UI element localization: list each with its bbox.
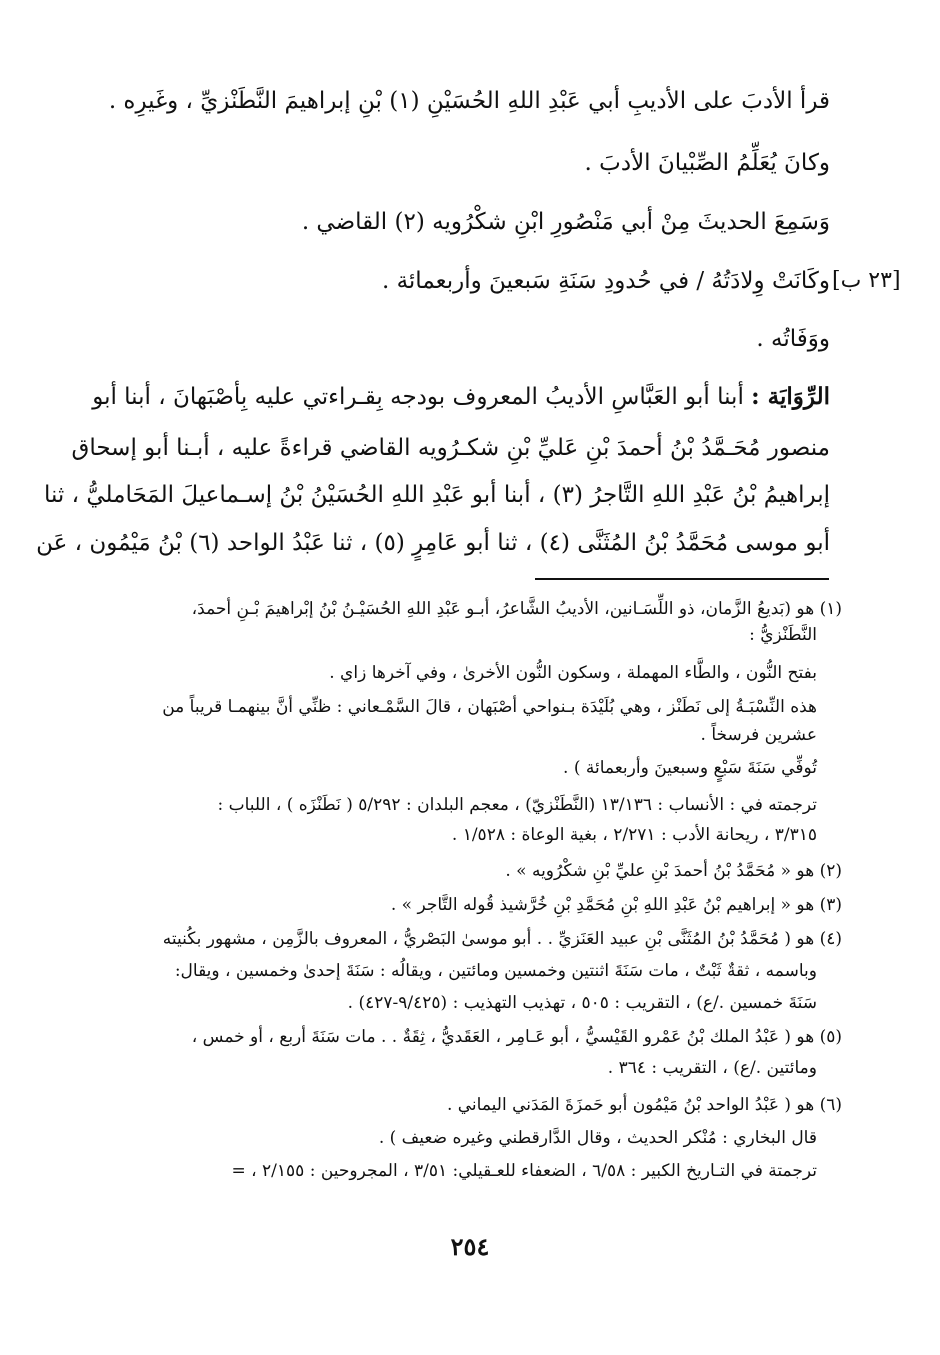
- footnote-line: قال البخاري : مُنْكر الحديث ، وقال الدَّارقطني وغيره ضعيف ) .: [378, 1128, 817, 1148]
- footnote-line: بفتح النُّون ، والطَّاء المهملة ، وسكون النُّون الأخرىٰ ، وفي آخرها زاي .: [329, 663, 817, 683]
- page-number: ٢٥٤: [450, 1232, 490, 1261]
- main-text-line: قرأ الأدبَ على الأديبِ أبي عَبْدِ اللهِ الحُسَيْنِ (١) بْنِ إبراهيمَ النَّطَنْزيِّ ، وغَيرِه .: [108, 88, 830, 114]
- footnote-line: (٢) هو « مُحَمَّدُ بْنُ أحمدَ بْنِ عليِّ بْنِ شكْرُويه » .: [505, 861, 842, 881]
- footnote-line: عشرين فرسخاً .: [700, 725, 817, 745]
- footnote-line: النَّطَنْزيُّ :: [749, 625, 817, 645]
- footnote-line: هذه النِّسْبَـةُ إلى نَطَنْز ، وهي بُلَيْدَة بـنواحي أصْبَهان ، قالَ السَّمْـعاني : ظنِّي أنَّ بينهمـا قريباً من: [162, 697, 817, 717]
- main-text-line: وكانَ يُعَلِّمُ الصِّبْيانَ الأدبَ .: [584, 150, 830, 176]
- footnote-line: ٣/٣١٥ ، ريحانة الأدب : ٢/٢٧١ ، بغية الوعاة : ١/٥٢٨ .: [451, 825, 817, 845]
- footnote-line: ومائتين ./ع) ، التقريب : ٣٦٤ .: [607, 1058, 817, 1078]
- main-text-line: وكَانَتْ وِلادَتُهُ / في حُدودِ سَنَةِ سَبعينَ وأربعمائة .: [381, 268, 830, 294]
- riwaya-label: الرِّوَايَة :: [751, 383, 830, 410]
- footnote-line: ترجمتة في التـاريخ الكبير : ٦/٥٨ ، الضعفاء للعـقيلي: ٣/٥١ ، المجروحين : ٢/١٥٥ ، =: [231, 1161, 817, 1181]
- footnote-line: (٦) هو ( عَبْدُ الواحد بْنُ مَيْمُون أبو حَمزَةَ المَدَني اليماني .: [446, 1095, 842, 1115]
- riwaya-line: منصور مُحَـمَّدُ بْنُ أحمدَ بْنِ عَليِّ بْنِ شكـرُويه القاضي قراءةً عليه ، أبـنا أبو إسحاق: [71, 435, 830, 461]
- footnote-line: (١) هو (بَديعُ الزَّمان، ذو اللِّسَـانين، الأديبُ الشَّاعرُ، أبـو عَبْدِ اللهِ الحُسَيْـنُ بْنُ إبْراهيمَ بْـنِ أحمدَ،: [191, 599, 842, 619]
- riwaya-line: أبو موسى مُحَمَّدُ بْنُ المُثَنَّى (٤) ، ثنا أبو عَامِرٍ (٥) ، ثنا عَبْدُ الواحد (٦) بْنُ مَيْمُون ، عَن: [36, 530, 830, 556]
- footnote-line: (٥) هو ( عَبْدُ الملك بْنُ عَمْرو القَيْسيُّ ، أبو عَـامِر ، العَقَديُّ ، ثِقَةٌ . . مات سَنَةَ أربع ، أو خمس ،: [191, 1027, 842, 1047]
- footnote-line: تُوفِّي سَنَةَ سَبْعٍ وسبعينَ وأربعمائة ) .: [563, 758, 817, 778]
- main-text-line: وَسَمِعَ الحديثَ مِنْ أبي مَنْصُورِ ابْنِ شكْرُويه (٢) القاضي .: [301, 209, 830, 235]
- footnote-divider: [535, 578, 829, 580]
- riwaya-first-line: [92, 380, 830, 414]
- footnote-line: (٤) هو ( مُحَمَّدُ بْنُ المُثَنَّى بْنِ عبيد العَنَزيِّ . . أبو موسىٰ البَصْريُّ ، المعروف بالزَّمِن ، مشهور بكُنيته: [162, 929, 842, 949]
- footnote-line: سَنَةَ خمسين ./ع) ، التقريب : ٥٠٥ ، تهذيب التهذيب : (٩/٤٢٥-٤٢٧) .: [347, 993, 817, 1013]
- footnote-line: (٣) هو « إبراهيم بْنُ عَبْدِ اللهِ بْنِ مُحَمَّدِ بْنِ خُرَّشيذ قُوله التَّاجر » .: [390, 895, 842, 915]
- footnote-line: ترجمته في : الأنساب : ١٣/١٣٦ (النَّطَنْزيّ) ، معجم البلدان : ٥/٢٩٢ ( نَطَنْزَه ) ، اللباب :: [217, 795, 817, 815]
- footnote-line: وباسمه ، ثقةٌ ثَبْتٌ ، مات سَنَةَ اثنتين وخمسين ومائتين ، ويقالُه : سَنَةَ إحدىٰ وخمسين ، ويقال:: [174, 961, 817, 981]
- main-text-line: ووَفَاتُه .: [756, 326, 830, 352]
- riwaya-text: أبنا أبو العَبَّاسِ الأديبُ المعروف بودجه بِقـراءتي عليه بِأصْبَهانَ ، أبنا أبو: [92, 384, 744, 410]
- riwaya-line: إبراهيمُ بْنُ عَبْدِ اللهِ التَّاجرُ (٣) ، أبنا أبو عَبْدِ اللهِ الحُسَيْنُ بْنُ إسـماعيلَ المَحَامليُّ ، ثنا: [43, 482, 830, 508]
- manuscript-folio-marker: [٢٣ ب]: [832, 268, 901, 293]
